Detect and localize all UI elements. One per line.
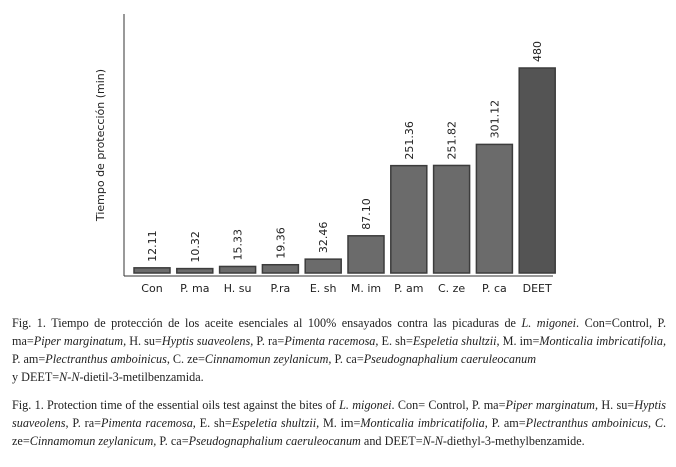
caption-text: P. am=	[12, 352, 46, 366]
caption-text: E. sh=	[195, 416, 232, 430]
caption-text: Fig. 1. Tiempo de protección de los aceite esenciales al 100% ensayados contra las picaduras de	[12, 316, 522, 330]
value-label-p-ca: 301.12	[488, 99, 502, 139]
figure-caption-english	[12, 396, 666, 450]
bar-p-ma	[177, 269, 213, 273]
caption-italic: N-N	[59, 370, 80, 384]
caption-text: P. am=	[487, 416, 526, 430]
caption-italic: Monticalia imbricatifolia,	[360, 416, 488, 430]
caption-italic: Cinnamomun zeylanicum,	[204, 352, 332, 366]
x-tick-label-p-ma: P. ma	[180, 282, 210, 295]
caption-text: H. su=	[598, 398, 635, 412]
caption-italic: Pseudognaphalium caeruleocanum	[188, 434, 361, 448]
caption-text: . Con= Control, P. ma=	[391, 398, 506, 412]
caption-italic: N-N	[422, 434, 443, 448]
caption-italic: Piper marginatum,	[33, 334, 127, 348]
bar-c-ze	[434, 165, 470, 273]
caption-italic: Pimenta racemosa,	[100, 416, 196, 430]
x-tick-label-e-sh: E. sh	[309, 282, 337, 295]
x-tick-label-p-ca: P. ca	[482, 282, 507, 295]
caption-italic: Piper marginatum,	[505, 398, 599, 412]
value-label-e-sh: 32.46	[317, 221, 331, 254]
caption-text: H. su=	[126, 334, 162, 348]
bar-h-su	[220, 266, 256, 273]
bar-p-ra	[262, 265, 298, 273]
caption-text: , C. ze=	[166, 352, 205, 366]
caption-text: -diethyl-3-methylbenzamide.	[442, 434, 585, 448]
x-tick-label-p-ra: P.ra	[270, 282, 291, 295]
caption-italic: Espeletia shultzii,	[231, 416, 320, 430]
value-label-m-im: 87.10	[360, 198, 373, 230]
caption-text: ,	[647, 416, 655, 430]
bar-p-am	[391, 166, 427, 273]
caption-italic: Cinnamomun zeylanicum,	[29, 434, 157, 448]
caption-italic: Espeletia shultzii,	[412, 334, 500, 348]
figure-caption-spanish	[12, 314, 666, 386]
bar-m-im	[348, 236, 384, 273]
caption-italic: L. migonei	[339, 398, 392, 412]
caption-italic: Pseudognaphalium caeruleocanum	[363, 352, 537, 366]
value-label-h-su: 15.33	[231, 228, 245, 261]
caption-italic: Plectranthus amboinicus	[45, 352, 167, 366]
value-label-p-am: 251.36	[402, 121, 416, 160]
value-label-p-ra: 19.36	[274, 227, 288, 259]
x-tick-label-con: Con	[141, 282, 163, 295]
value-label-deet: 480	[531, 41, 545, 62]
value-label-c-ze: 251.82	[445, 120, 459, 160]
bar-con	[134, 268, 170, 273]
caption-text: . Con=Control, P. ma=	[12, 316, 666, 348]
x-tick-label-deet: DEET	[522, 282, 552, 295]
caption-text: -dietil-3-metilbenzamida.	[79, 370, 204, 384]
bar-deet	[519, 68, 555, 273]
y-axis-label: Tiempo de protección (min)	[94, 68, 107, 222]
caption-text: E. sh=	[378, 334, 413, 348]
caption-text: P. ra=	[68, 416, 101, 430]
caption-text: M. im=	[499, 334, 540, 348]
x-tick-label-c-ze: C. ze	[437, 282, 466, 295]
value-label-p-ma: 10.32	[188, 231, 202, 263]
caption-text: P. ca=	[331, 352, 364, 366]
tick-labels-layer	[141, 282, 552, 295]
caption-text: . ze=	[12, 416, 667, 448]
caption-text: and DEET=	[360, 434, 423, 448]
caption-italic: Pimenta racemosa,	[284, 334, 379, 348]
caption-italic: Monticalia imbricatifolia,	[539, 334, 667, 348]
caption-italic: Plectranthus amboinicus	[525, 416, 648, 430]
caption-italic: Hyptis suaveolens,	[161, 334, 254, 348]
x-tick-label-m-im: M. im	[350, 282, 382, 295]
value-label-con: 12.11	[146, 230, 159, 262]
caption-text: M. im=	[319, 416, 361, 430]
caption-text: P. ra=	[253, 334, 285, 348]
bar-e-sh	[305, 259, 341, 273]
caption-italic: Hyptis suaveolens,	[12, 398, 667, 430]
caption-text: P. ca=	[156, 434, 189, 448]
caption-italic: L. migonei	[521, 316, 577, 330]
bar-p-ca	[476, 144, 512, 273]
caption-italic: C	[654, 416, 663, 430]
x-tick-label-p-am: P. am	[394, 282, 424, 295]
caption-text: Fig. 1. Protection time of the essential oils test against the bites of	[12, 398, 340, 412]
x-tick-label-h-su: H. su	[223, 282, 252, 295]
caption-text: y DEET=	[12, 370, 60, 384]
